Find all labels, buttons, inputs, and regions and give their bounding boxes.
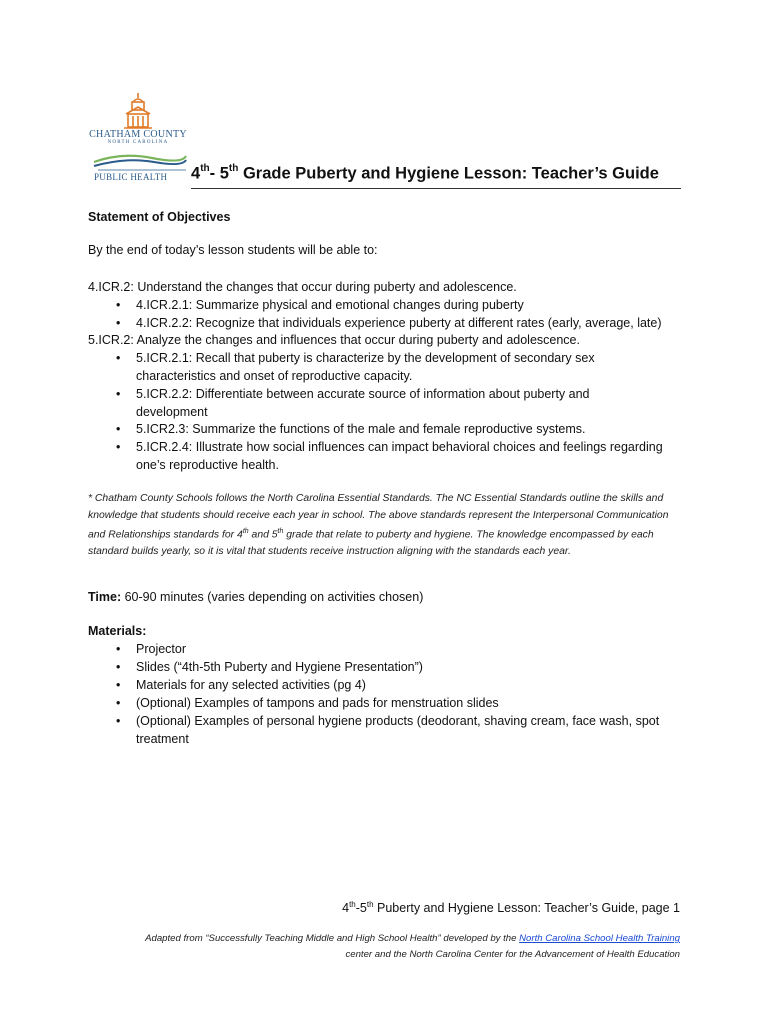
standards-note: * Chatham County Schools follows the North Carolina Essential Standards. The NC Essential Standards outline the skills and knowledge that students should receive each year in school. The above standards represent the Interpersonal Communication and Relationships standards for 4th and 5th grade that relate to puberty and hygiene. The knowledge encompassed by each standard builds yearly, so it is vital that students receive instruction aligning with the standards each year. xyxy=(88,493,669,557)
list-item: Projector xyxy=(136,642,187,656)
bullet-icon: • xyxy=(116,678,121,692)
objectives-intro: By the end of today’s lesson students will be able to: xyxy=(88,243,378,257)
bullet-icon: • xyxy=(116,422,121,436)
list-item-continuation: characteristics and onset of reproductive capacity. xyxy=(136,369,413,383)
standard-5-icr-2: 5.ICR.2: Analyze the changes and influences that occur during puberty and adolescence. xyxy=(88,333,580,347)
chatham-county-public-health-logo xyxy=(86,92,190,188)
list-item: 5.ICR.2.4: Illustrate how social influences can impact behavioral choices and feelings regarding xyxy=(136,440,663,454)
footer-credit-line2: center and the North Carolina Center for the Advancement of Health Education xyxy=(345,949,680,960)
logo-name-line1: CHATHAM COUNTY xyxy=(89,129,187,140)
page-footer-label: 4th-5th Puberty and Hygiene Lesson: Teacher’s Guide, page 1 xyxy=(342,900,680,916)
list-item: 4.ICR.2.2: Recognize that individuals experience puberty at different rates (early, average, late) xyxy=(136,316,662,330)
objectives-heading: Statement of Objectives xyxy=(88,210,231,224)
list-item: Slides (“4th-5th Puberty and Hygiene Presentation”) xyxy=(136,660,423,674)
time-line xyxy=(88,588,423,606)
time-label: Time: xyxy=(88,590,122,604)
list-item: 5.ICR.2.2: Differentiate between accurate source of information about puberty and xyxy=(136,387,590,401)
list-item-continuation: one’s reproductive health. xyxy=(136,458,279,472)
logo-name-line3: PUBLIC HEALTH xyxy=(94,172,168,182)
list-item-continuation: development xyxy=(136,405,208,419)
list-item: 5.ICR2.3: Summarize the functions of the male and female reproductive systems. xyxy=(136,422,586,436)
bullet-icon: • xyxy=(116,696,121,710)
bullet-icon: • xyxy=(116,440,121,454)
list-item: 4.ICR.2.1: Summarize physical and emotional changes during puberty xyxy=(136,298,524,312)
bullet-icon: • xyxy=(116,316,121,330)
list-item: 5.ICR.2.1: Recall that puberty is characterize by the development of secondary sex xyxy=(136,351,595,365)
materials-heading: Materials: xyxy=(88,624,147,638)
standard-4-icr-2: 4.ICR.2: Understand the changes that occur during puberty and adolescence. xyxy=(88,280,517,294)
title-divider xyxy=(191,188,681,189)
nc-school-health-training-link[interactable]: North Carolina School Health Training xyxy=(519,933,680,944)
bullet-icon: • xyxy=(116,714,121,728)
list-item: (Optional) Examples of personal hygiene products (deodorant, shaving cream, face wash, spot xyxy=(136,714,660,728)
bullet-icon: • xyxy=(116,387,121,401)
page-title: 4th- 5th Grade Puberty and Hygiene Lesson: Teacher’s Guide xyxy=(191,163,659,183)
logo-name-line2: NORTH CAROLINA xyxy=(107,140,169,145)
bullet-icon: • xyxy=(116,298,121,312)
wave-swoosh-icon xyxy=(92,148,188,172)
list-item: Materials for any selected activities (pg 4) xyxy=(136,678,366,692)
bullet-icon: • xyxy=(116,351,121,365)
footer-credit-line1: Adapted from “Successfully Teaching Middle and High School Health” developed by the North Carolina School Health Training xyxy=(145,933,680,944)
bullet-icon: • xyxy=(116,660,121,674)
list-item-continuation: treatment xyxy=(136,732,189,746)
bullet-icon: • xyxy=(116,642,121,656)
time-value: 60-90 minutes (varies depending on activities chosen) xyxy=(121,590,424,604)
list-item: (Optional) Examples of tampons and pads for menstruation slides xyxy=(136,696,499,710)
courthouse-icon xyxy=(86,92,190,132)
